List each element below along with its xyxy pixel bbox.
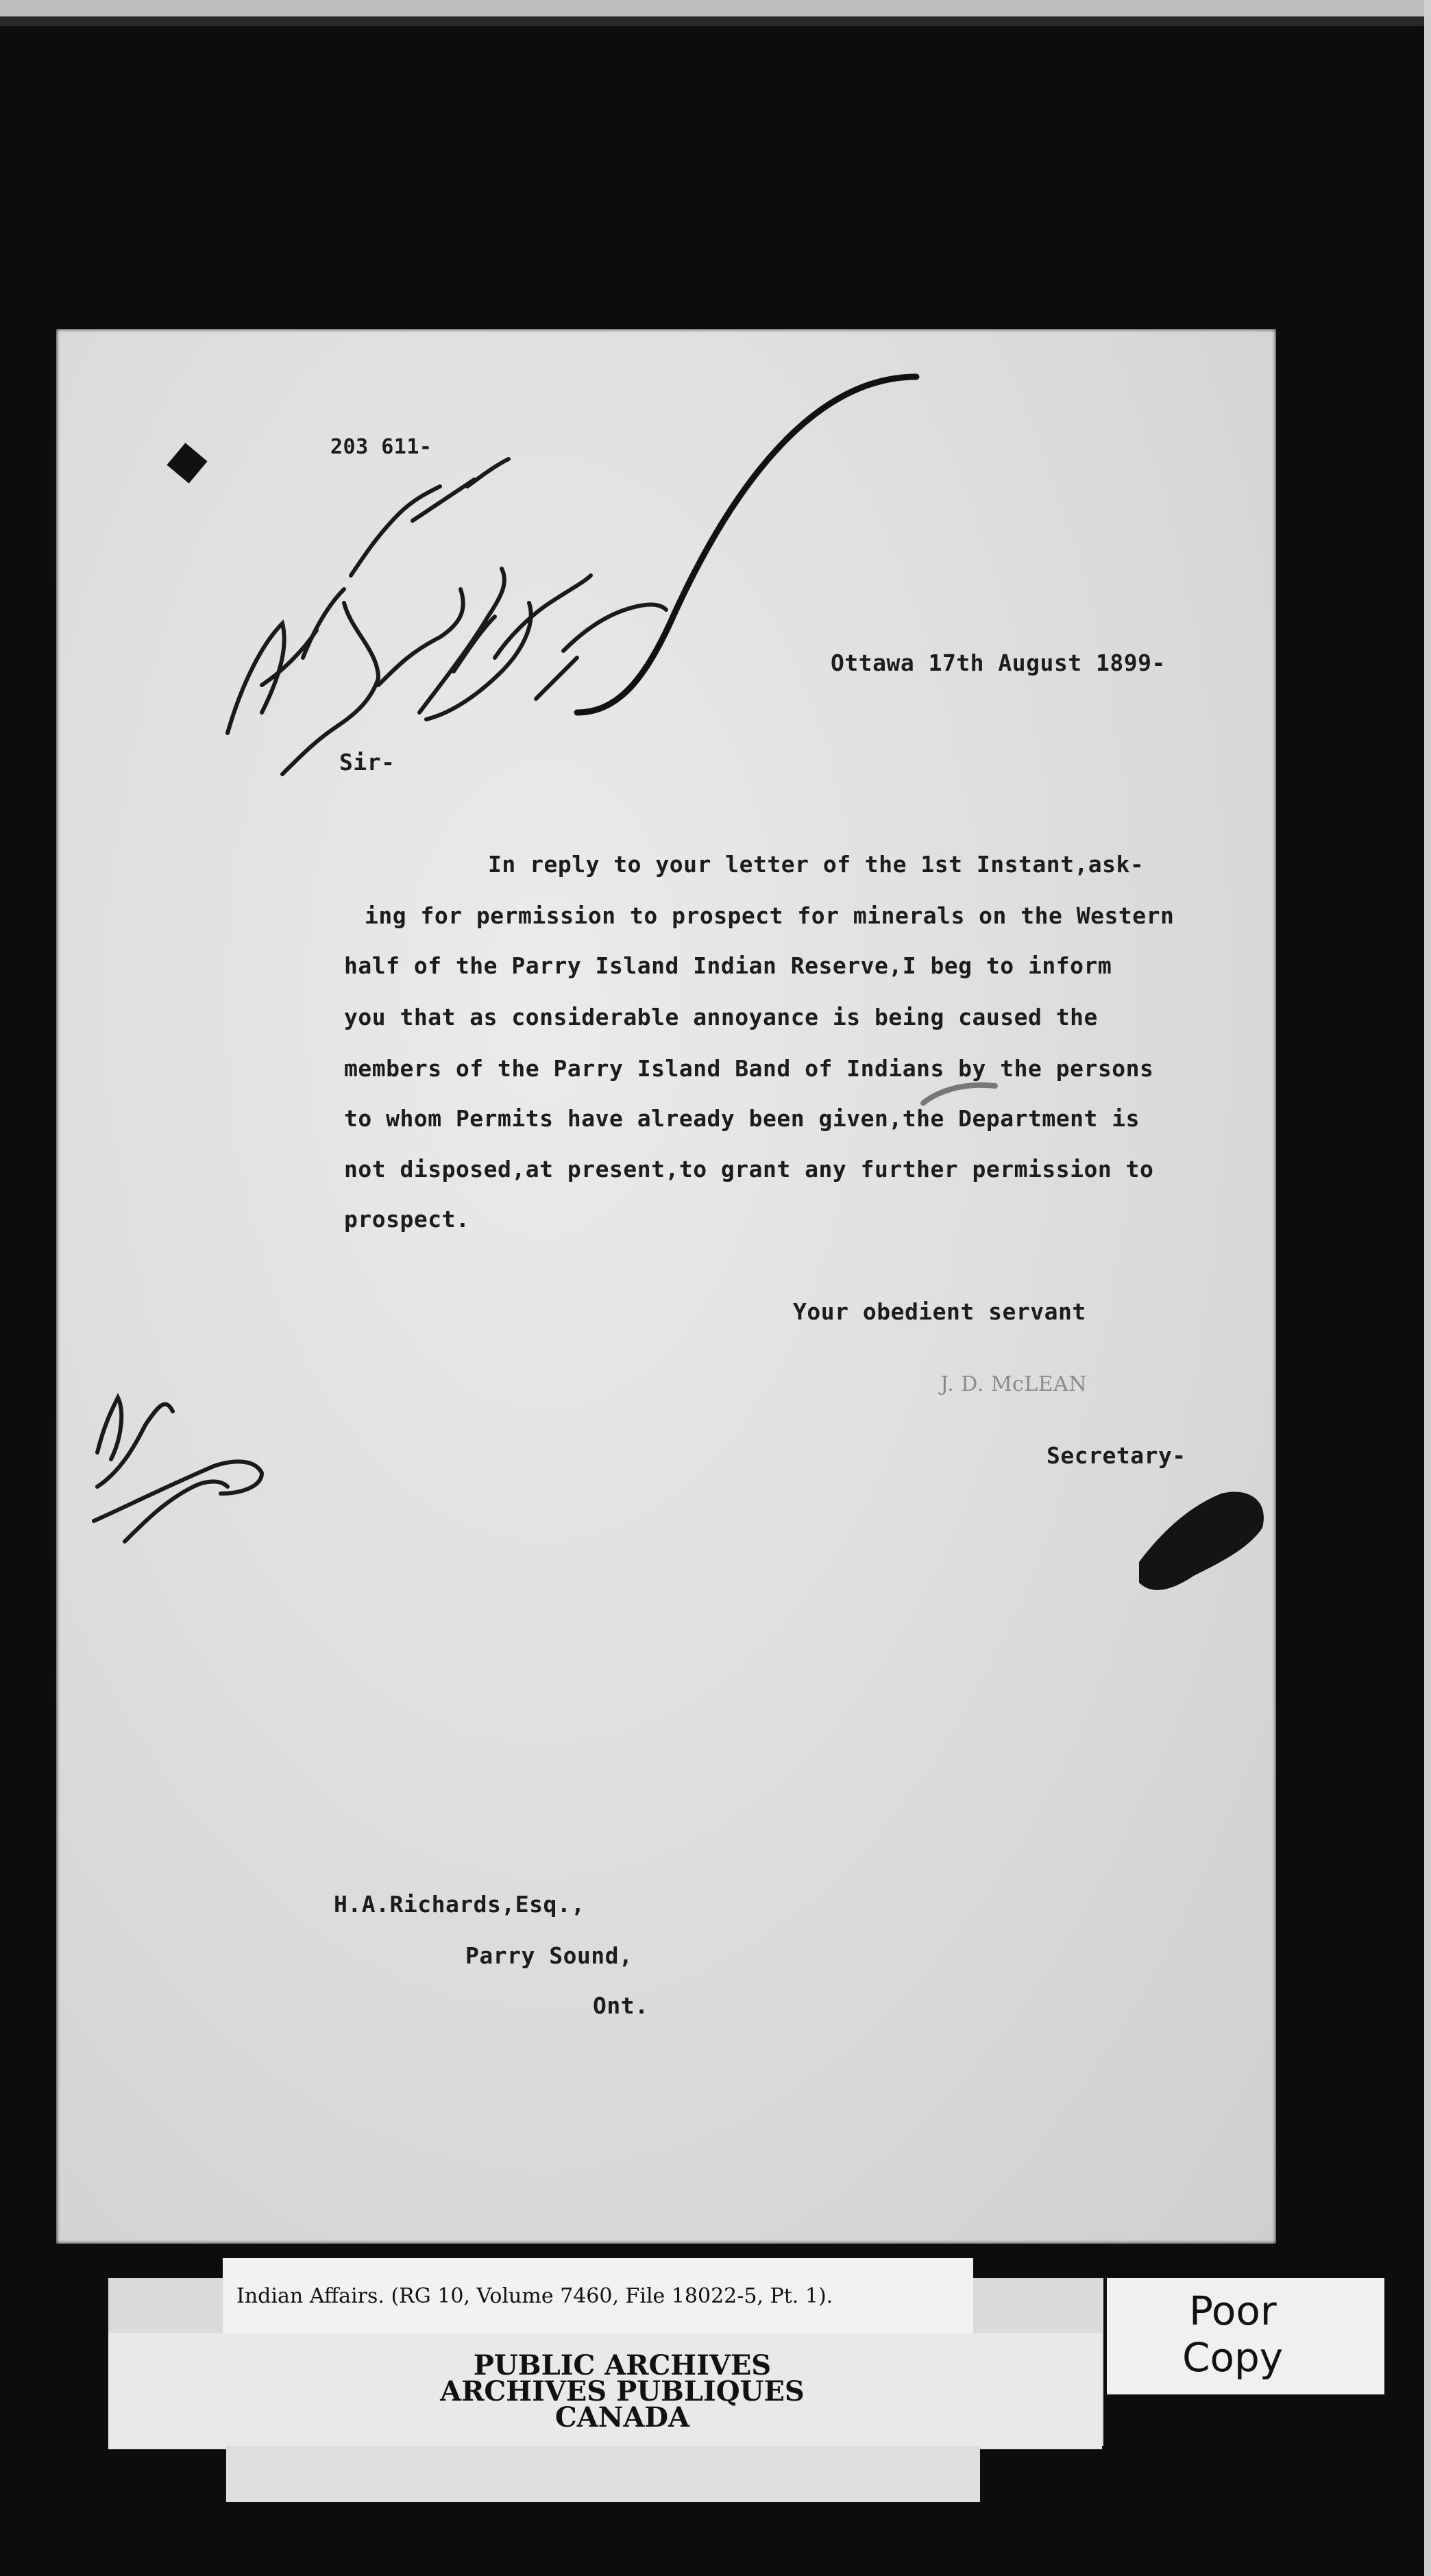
quality-note-slip <box>1107 2278 1384 2394</box>
signatory-title: Secretary- <box>1047 1442 1186 1469</box>
citation-slip <box>223 2258 973 2337</box>
punch-hole-mark <box>167 443 207 483</box>
smudge-mark <box>923 1085 995 1103</box>
closing: Your obedient servant <box>793 1298 1086 1325</box>
body-line-7: not disposed,at present,to grant any further permission to <box>344 1156 1154 1182</box>
archives-title-en: PUBLIC ARCHIVES <box>473 2349 772 2381</box>
handwritten-annotations <box>56 329 1276 2244</box>
addressee-name: H.A.Richards,Esq., <box>334 1891 585 1918</box>
film-top-edge <box>0 16 1431 26</box>
film-right-edge <box>1424 0 1431 2576</box>
quality-note-line2: Copy <box>1182 2334 1284 2381</box>
archives-title-fr: ARCHIVES PUBLIQUES <box>440 2375 805 2407</box>
archives-country: CANADA <box>554 2401 690 2433</box>
ink-blot <box>1139 1491 1264 1589</box>
dateline: Ottawa 17th August 1899- <box>831 649 1166 676</box>
letter-page <box>56 329 1276 2244</box>
archive-citation: Indian Affairs. (RG 10, Volume 7460, File 18022-5, Pt. 1). <box>236 2284 833 2308</box>
archives-band <box>108 2333 1102 2449</box>
body-line-4: you that as considerable annoyance is being caused the <box>344 1004 1098 1030</box>
quality-note-line1: Poor <box>1189 2288 1277 2334</box>
body-line-6: to whom Permits have already been given,the Department is <box>344 1105 1140 1132</box>
body-line-3: half of the Parry Island Indian Reserve,I beg to inform <box>344 952 1112 979</box>
film-top-band <box>0 0 1431 16</box>
salutation: Sir- <box>339 749 395 776</box>
body-line-2: ing for permission to prospect for minerals on the Western <box>365 902 1175 929</box>
body-line-8: prospect. <box>344 1206 470 1233</box>
handwritten-note-left <box>228 459 509 774</box>
file-reference: 203 611- <box>330 435 432 459</box>
body-line-1: In reply to your letter of the 1st Instant,ask- <box>488 851 1145 878</box>
addressee-town: Parry Sound, <box>465 1942 633 1969</box>
signature-stamp: J. D. McLEAN <box>940 1372 1088 1396</box>
body-line-5: members of the Parry Island Band of Indians by the persons <box>344 1055 1154 1082</box>
label-strip-lower <box>226 2446 980 2502</box>
handwritten-signature-left-margin <box>94 1398 262 1541</box>
addressee-province: Ont. <box>593 1992 649 2019</box>
